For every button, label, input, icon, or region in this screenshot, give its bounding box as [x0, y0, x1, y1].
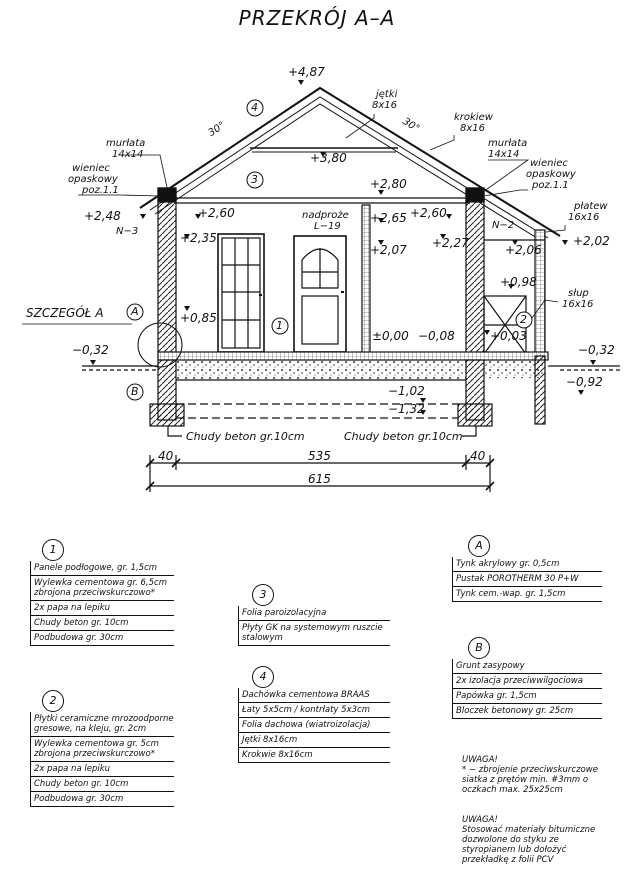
legend-1-row: Panele podłogowe, gr. 1,5cm: [31, 561, 174, 576]
level-right-003: +0,03: [490, 329, 527, 343]
legend-A-marker: A: [468, 535, 490, 557]
dim-40-left: 40: [158, 449, 174, 463]
legend-4-row: Folia dachowa (wiatroizolacja): [239, 718, 390, 733]
level-right-260: +2,60: [410, 206, 447, 220]
label-n2: N−2: [492, 220, 515, 231]
legend-4-row: Jętki 8x16cm: [239, 733, 390, 748]
label-nadproze-l19: L−19: [314, 221, 341, 232]
dim-40-right: 40: [470, 449, 486, 463]
legend-A: [452, 535, 602, 602]
legend-3: [238, 584, 390, 646]
legend-B-row: Grunt zasypowy: [453, 659, 602, 674]
level-ridge: +4,87: [288, 65, 325, 79]
legend-1-marker: 1: [42, 539, 64, 561]
legend-2-row: 2x papa na lepiku: [31, 762, 174, 777]
marker-A-text: A: [131, 305, 139, 318]
marker-4-text: 4: [251, 101, 258, 114]
legend-4-row: Łaty 5x5cm / kontrłaty 5x3cm: [239, 703, 390, 718]
legend-1-row: Chudy beton gr. 10cm: [31, 616, 174, 631]
level-right-098: +0,98: [500, 275, 537, 289]
label-chudy-beton-left: Chudy beton gr.10cm: [186, 430, 305, 443]
label-szczegol-a: SZCZEGÓŁ A: [26, 306, 104, 320]
glazed-door: [218, 234, 264, 352]
dim-615: 615: [308, 472, 331, 486]
note-2: [462, 815, 602, 865]
legend-3-row: Płyty GK na systemowym ruszcie stalowym: [239, 621, 390, 646]
legend-2: [30, 690, 174, 807]
legend-2-row: Wylewka cementowa gr. 5cm zbrojona przeciwskurczowo*: [31, 737, 174, 762]
level-found-102: −1,02: [388, 384, 425, 398]
label-wieniec-left-2: opaskowy: [68, 174, 118, 185]
label-n3: N−3: [116, 226, 139, 237]
wieniec-right: [466, 188, 484, 202]
wall-left: [158, 188, 176, 358]
label-wieniec-left-3: poz.1.1: [82, 185, 119, 196]
label-nadproze: nadproże: [302, 210, 349, 221]
label-murlata-right-size: 14x14: [488, 149, 520, 160]
wall-right: [466, 188, 484, 358]
footing-porch: [535, 356, 545, 424]
note-1-text: * − zbrojenie przeciwskurczowe siatka z prętów min. #3mm o oczkach max. 25x25cm: [462, 765, 598, 795]
legend-B-row: Bloczek betonowy gr. 25cm: [453, 704, 602, 719]
legend-2-marker: 2: [42, 690, 64, 712]
level-door-207: +2,07: [370, 243, 407, 257]
label-wieniec-right-2: opaskowy: [526, 169, 576, 180]
label-murlata-left-size: 14x14: [112, 149, 144, 160]
level-ext-left: −0,32: [72, 343, 109, 357]
legend-A-row: Tynk cem.-wap. gr. 1,5cm: [453, 587, 602, 602]
level-left-260: +2,60: [198, 206, 235, 220]
note-2-text: Stosować materiały bitumiczne dozwolone do styku ze styropianem lub dołożyć przekładkę z folii PCV: [462, 825, 596, 865]
legend-4-row: Dachówka cementowa BRAAS: [239, 688, 390, 703]
level-floor-0: ±0,00: [372, 329, 409, 343]
legend-A-row: Tynk akrylowy gr. 0,5cm: [453, 557, 602, 572]
legend-4: [238, 666, 390, 763]
marker-3-text: 3: [251, 173, 258, 186]
legend-4-marker: 4: [252, 666, 274, 688]
legend-3-marker: 3: [252, 584, 274, 606]
legend-4-row: Krokwie 8x16cm: [239, 748, 390, 763]
level-left-235: +2,35: [180, 231, 217, 245]
legend-B-row: Papówka gr. 1,5cm: [453, 689, 602, 704]
legend-1-row: Wylewka cementowa gr. 6,5cm zbrojona przeciwskurczowo*: [31, 576, 174, 601]
legend-A-row: Pustak POROTHERM 30 P+W: [453, 572, 602, 587]
label-platew-size: 16x16: [568, 212, 600, 223]
legend-2-row: Chudy beton gr. 10cm: [31, 777, 174, 792]
label-chudy-beton-right: Chudy beton gr.10cm: [344, 430, 463, 443]
marker-2-text: 2: [520, 313, 527, 326]
label-angle-left: 30°: [206, 119, 228, 140]
label-murlata-right: murłata: [488, 138, 528, 149]
label-slup: słup: [568, 288, 589, 299]
label-krokiew: krokiew: [454, 112, 493, 123]
label-jetki-size: 8x16: [372, 100, 398, 111]
floor-slab: [158, 352, 548, 360]
note-1-head: UWAGA!: [462, 755, 498, 765]
dim-535: 535: [308, 449, 331, 463]
label-krokiew-size: 8x16: [460, 123, 486, 134]
marker-1-text: 1: [276, 319, 283, 332]
level-ext-right: −0,32: [578, 343, 615, 357]
level-left-085: +0,85: [180, 311, 217, 325]
label-wieniec-right-3: poz.1.1: [532, 180, 569, 191]
legend-B: [452, 637, 602, 719]
marker-B-text: B: [131, 385, 139, 398]
legend-3-row: Folia paroizolacyjna: [239, 606, 390, 621]
level-right-206: +2,06: [505, 243, 542, 257]
note-1: [462, 755, 602, 795]
level-found-132: −1,32: [388, 402, 425, 416]
legend-1-row: Podbudowa gr. 30cm: [31, 631, 174, 646]
level-ceiling: +3,80: [310, 151, 347, 165]
gravel-fill: [176, 360, 466, 380]
note-2-head: UWAGA!: [462, 815, 498, 825]
label-murlata-left: murłata: [106, 138, 146, 149]
legend-2-row: Podbudowa gr. 30cm: [31, 792, 174, 807]
legend-B-marker: B: [468, 637, 490, 659]
label-wieniec-left-1: wieniec: [72, 163, 110, 174]
legend-2-row: Płytki ceramiczne mrozoodporne gresowe, na kleju, gr. 2cm: [31, 712, 174, 737]
legend-1: [30, 539, 174, 646]
level-floor-008: −0,08: [418, 329, 455, 343]
drawing-title: PRZEKRÓJ A–A: [238, 6, 396, 30]
level-beam-top: +2,80: [370, 177, 407, 191]
label-platew: płatew: [574, 201, 608, 212]
label-slup-size: 16x16: [562, 299, 594, 310]
level-left-248: +2,48: [84, 209, 121, 223]
legend-1-row: 2x papa na lepiku: [31, 601, 174, 616]
legend-B-row: 2x izolacja przeciwwilgociowa: [453, 674, 602, 689]
level-right-202: +2,02: [573, 234, 610, 248]
level-right-227: +2,27: [432, 236, 469, 250]
label-wieniec-right-1: wieniec: [530, 158, 568, 169]
level-found-092: −0,92: [566, 375, 603, 389]
label-angle-right: 30°: [400, 116, 422, 135]
level-door-265: +2,65: [370, 211, 407, 225]
wieniec-left: [158, 188, 176, 202]
label-jetki: jętki: [376, 89, 398, 100]
